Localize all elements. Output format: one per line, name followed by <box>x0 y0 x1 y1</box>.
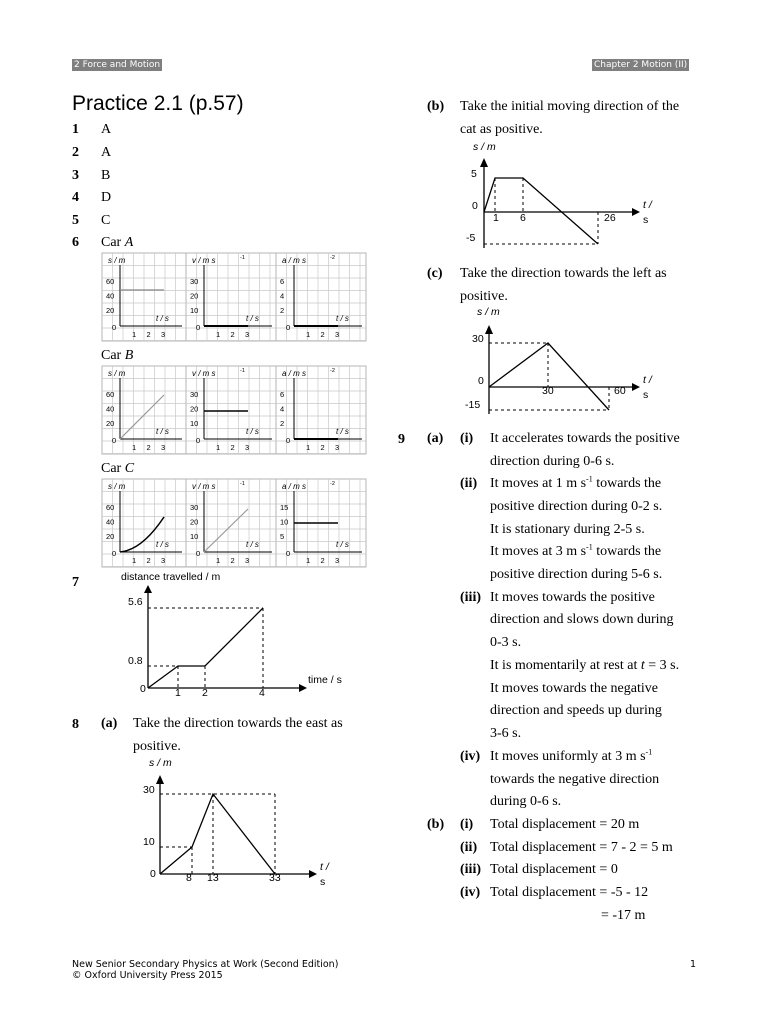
car-a-a-y-tick-zero: 0 <box>286 323 291 332</box>
q8a-label: (a) <box>101 716 118 731</box>
car-b-s-y-tick-1: 40 <box>106 404 115 414</box>
car-b-a-t-label: t / s <box>336 427 349 436</box>
q2-number: 2 <box>72 145 79 160</box>
car-a-a-x-tick-0: 1 <box>306 330 311 339</box>
q8a-t-unit: s <box>320 876 326 888</box>
q7-x-tick-1: 1 <box>175 687 181 699</box>
q8c-y-tick-0: 0 <box>478 375 484 387</box>
q8c-t-label: t / <box>643 374 652 386</box>
car-b-a-y-label: a / m s <box>282 369 307 378</box>
car-c-label: Car C <box>101 461 135 476</box>
q9a-ii-line1: It moves at 1 m $s^{-1}$ towards the <box>490 474 662 491</box>
q4-number: 4 <box>72 190 79 205</box>
car-c-v-x-tick-2: 3 <box>245 556 250 565</box>
q8c-graph-line <box>489 343 609 410</box>
q9a-label: (a) <box>427 431 444 446</box>
q8c-y-tick-neg15: -15 <box>465 399 481 411</box>
q9a-ii-line5: positive direction during 5-6 s. <box>490 567 663 582</box>
q9a-iii-line7: 3-6 s. <box>490 726 522 741</box>
car-a-v-y-tick-zero: 0 <box>196 323 201 332</box>
q7-y-tick-0.8: 0.8 <box>128 655 143 667</box>
q7-x-axis-label: time / s <box>308 674 342 686</box>
car-b-s-y-tick-2: 20 <box>106 419 115 428</box>
q9b-iii-label: (iii) <box>460 862 481 877</box>
car-c-a-x-tick-2: 3 <box>335 556 340 565</box>
car-b-v-y-tick-zero: 0 <box>196 436 201 445</box>
q8b-y-tick-5: 5 <box>471 168 477 180</box>
car-b-a-x-tick-0: 1 <box>306 443 311 452</box>
q9a-i-label: (i) <box>460 431 474 446</box>
q8b-x-tick-1: 1 <box>493 212 499 224</box>
car-b-v-y-label-exp: -1 <box>240 368 245 374</box>
car-c-v-y-tick-0: 30 <box>190 503 199 512</box>
header-chapter-right: Chapter 2 Motion (II) <box>594 60 688 70</box>
car-c-a-x-tick-1: 2 <box>320 556 325 565</box>
car-a-a-y-tick-2: 2 <box>280 306 285 315</box>
car-c-v-y-tick-2: 10 <box>190 532 199 541</box>
q9b-i-label: (i) <box>460 817 474 832</box>
car-c-v-x-tick-1: 2 <box>230 556 235 565</box>
q8c-text-line2: positive. <box>460 289 508 304</box>
car-a-s-x-tick-2: 3 <box>161 330 166 339</box>
q7-y-tick-0: 0 <box>140 683 146 695</box>
q8b-t-unit: s <box>643 214 649 226</box>
q8b-x-tick-26: 26 <box>604 212 616 224</box>
car-b-s-t-label: t / s <box>156 427 169 436</box>
q9a-iii-line3: 0-3 s. <box>490 635 522 650</box>
car-b-v-y-label: v / m s <box>192 369 216 378</box>
q8b-text-line2: cat as positive. <box>460 122 543 137</box>
car-c-v-y-tick-1: 20 <box>190 517 199 527</box>
car-b-a-x-tick-2: 3 <box>335 443 340 452</box>
q8a-y-tick-30: 30 <box>143 784 155 796</box>
car-b-a-y-label-exp: -2 <box>330 368 335 374</box>
car-b-s-y-tick-zero: 0 <box>112 436 117 445</box>
q7-y-tick-5.6: 5.6 <box>128 596 143 608</box>
q8a-x-tick-13: 13 <box>207 872 219 884</box>
car-a-v-y-tick-2: 10 <box>190 306 199 315</box>
car-a-a-y-tick-1: 4 <box>280 291 285 301</box>
car-c-s-y-tick-2: 20 <box>106 532 115 541</box>
q9a-ii-line3: It is stationary during 2-5 s. <box>490 522 645 537</box>
footer-copyright: © Oxford University Press 2015 <box>72 970 223 981</box>
q6-number: 6 <box>72 235 79 250</box>
car-c-s-y-tick-1: 40 <box>106 517 115 527</box>
q8b-text-line1: Take the initial moving direction of the <box>460 99 680 114</box>
header-chapter-left: 2 Force and Motion <box>74 60 161 70</box>
q4-answer: D <box>101 190 112 205</box>
car-a-a-y-tick-0: 6 <box>280 277 285 286</box>
arrow-icon <box>632 383 640 391</box>
car-a-v-y-label-exp: -1 <box>240 255 245 261</box>
car-b-v-y-tick-0: 30 <box>190 390 199 399</box>
car-b-a-y-tick-zero: 0 <box>286 436 291 445</box>
car-c-a-t-label: t / s <box>336 540 349 549</box>
car-b-v-x-tick-0: 1 <box>216 443 221 452</box>
car-c-v-y-tick-zero: 0 <box>196 549 201 558</box>
q9a-iv-label: (iv) <box>460 749 481 764</box>
q8c-t-unit: s <box>643 389 649 401</box>
q3-answer: B <box>101 168 111 183</box>
car-b-v-t-label: t / s <box>246 427 259 436</box>
car-a-a-x-tick-1: 2 <box>320 330 325 339</box>
car-c-v-y-label: v / m s <box>192 482 216 491</box>
car-b-s-y-label: s / m <box>108 369 126 378</box>
q9a-iii-line5: It moves towards the negative <box>490 681 658 696</box>
footer-source <box>72 959 338 981</box>
car-a-label: Car A <box>101 235 134 250</box>
q9a-iii-line1: It moves towards the positive <box>490 590 655 605</box>
q8a-text-line2: positive. <box>133 739 181 754</box>
car-b-s-y-tick-0: 60 <box>106 390 115 399</box>
car-c-a-x-tick-0: 1 <box>306 556 311 565</box>
q2-answer: A <box>101 145 112 160</box>
q8c-text-line1: Take the direction towards the left as <box>460 266 667 281</box>
car-b-s-x-tick-1: 2 <box>146 443 151 452</box>
car-a-s-y-tick-1: 40 <box>106 291 115 301</box>
q9b-iv-label: (iv) <box>460 885 481 900</box>
q8a-y-tick-10: 10 <box>143 836 155 848</box>
car-b-v-y-tick-2: 10 <box>190 419 199 428</box>
car-a-v-x-tick-1: 2 <box>230 330 235 339</box>
page-number: 1 <box>690 959 697 970</box>
q9b-iii-text: Total displacement = 0 <box>490 862 618 877</box>
car-a-a-y-label-exp: -2 <box>330 255 335 261</box>
q8b-x-tick-6: 6 <box>520 212 526 224</box>
q7-number: 7 <box>72 575 79 590</box>
q3-number: 3 <box>72 168 79 183</box>
q9a-iii-line4: It is momentarily at rest at t = 3 s. <box>490 658 680 673</box>
car-a-v-x-tick-0: 1 <box>216 330 221 339</box>
q8b-label: (b) <box>427 99 445 114</box>
car-c-s-x-tick-1: 2 <box>146 556 151 565</box>
car-c-s-y-tick-zero: 0 <box>112 549 117 558</box>
car-c-a-y-label-exp: -2 <box>330 481 335 487</box>
q7-x-tick-2: 2 <box>202 687 208 699</box>
car-a-s-y-tick-2: 20 <box>106 306 115 315</box>
car-c-a-y-tick-zero: 0 <box>286 549 291 558</box>
car-b-s-x-tick-2: 3 <box>161 443 166 452</box>
q1-number: 1 <box>72 122 79 137</box>
car-c-v-y-label-exp: -1 <box>240 481 245 487</box>
q8c-x-tick-60: 60 <box>614 385 626 397</box>
arrow-icon <box>485 325 493 334</box>
q8c-y-tick-30: 30 <box>472 333 484 345</box>
q9a-ii-line4: It moves at 3 m $s^{-1}$ towards the <box>490 542 662 559</box>
q9b-label: (b) <box>427 817 445 832</box>
q9b-ii-label: (ii) <box>460 840 478 855</box>
car-c-s-x-tick-0: 1 <box>132 556 137 565</box>
car-b-s-x-tick-0: 1 <box>132 443 137 452</box>
car-b-v-x-tick-2: 3 <box>245 443 250 452</box>
car-c-s-y-label: s / m <box>108 482 126 491</box>
car-b-a-x-tick-1: 2 <box>320 443 325 452</box>
car-a-v-y-label: v / m s <box>192 256 216 265</box>
q8b-y-tick-0: 0 <box>472 200 478 212</box>
q9a-i-line2: direction during 0-6 s. <box>490 454 615 469</box>
q5-number: 5 <box>72 213 79 228</box>
car-a-v-y-tick-1: 20 <box>190 291 199 301</box>
car-c-s-x-tick-2: 3 <box>161 556 166 565</box>
car-b-label: Car B <box>101 348 134 363</box>
q8c-x-tick-30: 30 <box>542 385 554 397</box>
q9b-iv-result: = -17 m <box>601 908 646 923</box>
q8b-y-axis-label: s / m <box>473 141 496 153</box>
q9a-iv-line1: It moves uniformly at 3 m $s^{-1}$ <box>490 747 653 764</box>
car-a-a-x-tick-2: 3 <box>335 330 340 339</box>
footer-book-title: New Senior Secondary Physics at Work (Second Edition) <box>72 959 339 970</box>
car-a-s-y-tick-zero: 0 <box>112 323 117 332</box>
q8a-text-line1: Take the direction towards the east as <box>133 716 343 731</box>
q5-answer: C <box>101 213 111 228</box>
car-a-s-y-tick-0: 60 <box>106 277 115 286</box>
page-title: Practice 2.1 (p.57) <box>72 92 244 115</box>
q7-x-tick-4: 4 <box>259 687 265 699</box>
q9a-iv-line2: towards the negative direction <box>490 772 660 787</box>
q8-number: 8 <box>72 717 79 732</box>
q9-number: 9 <box>398 432 405 447</box>
q1-answer: A <box>101 122 112 137</box>
car-b-a-y-tick-1: 4 <box>280 404 285 414</box>
car-b-v-y-tick-1: 20 <box>190 404 199 414</box>
car-a-v-t-label: t / s <box>246 314 259 323</box>
q8c-label: (c) <box>427 266 443 281</box>
car-b-v-x-tick-1: 2 <box>230 443 235 452</box>
q8a-y-tick-0: 0 <box>150 868 156 880</box>
q8c-y-axis-label: s / m <box>477 306 500 318</box>
q8a-x-tick-8: 8 <box>186 872 192 884</box>
car-a-v-y-tick-0: 30 <box>190 277 199 286</box>
q9a-iv-line3: during 0-6 s. <box>490 794 562 809</box>
car-b-a-y-tick-2: 2 <box>280 419 285 428</box>
car-c-a-y-label: a / m s <box>282 482 307 491</box>
car-c-v-x-tick-0: 1 <box>216 556 221 565</box>
car-b-a-y-tick-0: 6 <box>280 390 285 399</box>
q9a-iii-line2: direction and slows down during <box>490 612 674 627</box>
q9b-iv-text: Total displacement = -5 - 12 <box>490 885 649 900</box>
q9b-ii-text: Total displacement = 7 - 2 = 5 m <box>490 840 673 855</box>
q9a-i-line1: It accelerates towards the positive <box>490 431 680 446</box>
q8a-y-axis-label: s / m <box>149 757 172 769</box>
car-a-s-y-label: s / m <box>108 256 126 265</box>
q7-y-axis-label: distance travelled / m <box>121 571 221 583</box>
car-a-s-x-tick-0: 1 <box>132 330 137 339</box>
car-c-v-t-label: t / s <box>246 540 259 549</box>
q8b-y-tick-neg5: -5 <box>466 232 476 244</box>
car-a-a-y-label: a / m s <box>282 256 307 265</box>
q9a-iii-line6: direction and speeds up during <box>490 703 662 718</box>
car-a-v-x-tick-2: 3 <box>245 330 250 339</box>
q9a-ii-label: (ii) <box>460 476 478 491</box>
q9a-ii-line2: positive direction during 0-2 s. <box>490 499 663 514</box>
car-c-a-y-tick-0: 15 <box>280 503 289 512</box>
car-c-s-y-tick-0: 60 <box>106 503 115 512</box>
car-c-a-y-tick-1: 10 <box>280 517 289 527</box>
q8a-t-label: t / <box>320 861 329 873</box>
car-c-a-y-tick-2: 5 <box>280 532 285 541</box>
q8b-t-label: t / <box>643 199 652 211</box>
car-a-a-t-label: t / s <box>336 314 349 323</box>
car-c-s-t-label: t / s <box>156 540 169 549</box>
car-a-s-t-label: t / s <box>156 314 169 323</box>
q9b-i-text: Total displacement = 20 m <box>490 817 640 832</box>
q8a-x-tick-33: 33 <box>269 872 281 884</box>
q9a-iii-label: (iii) <box>460 590 481 605</box>
car-a-s-x-tick-1: 2 <box>146 330 151 339</box>
